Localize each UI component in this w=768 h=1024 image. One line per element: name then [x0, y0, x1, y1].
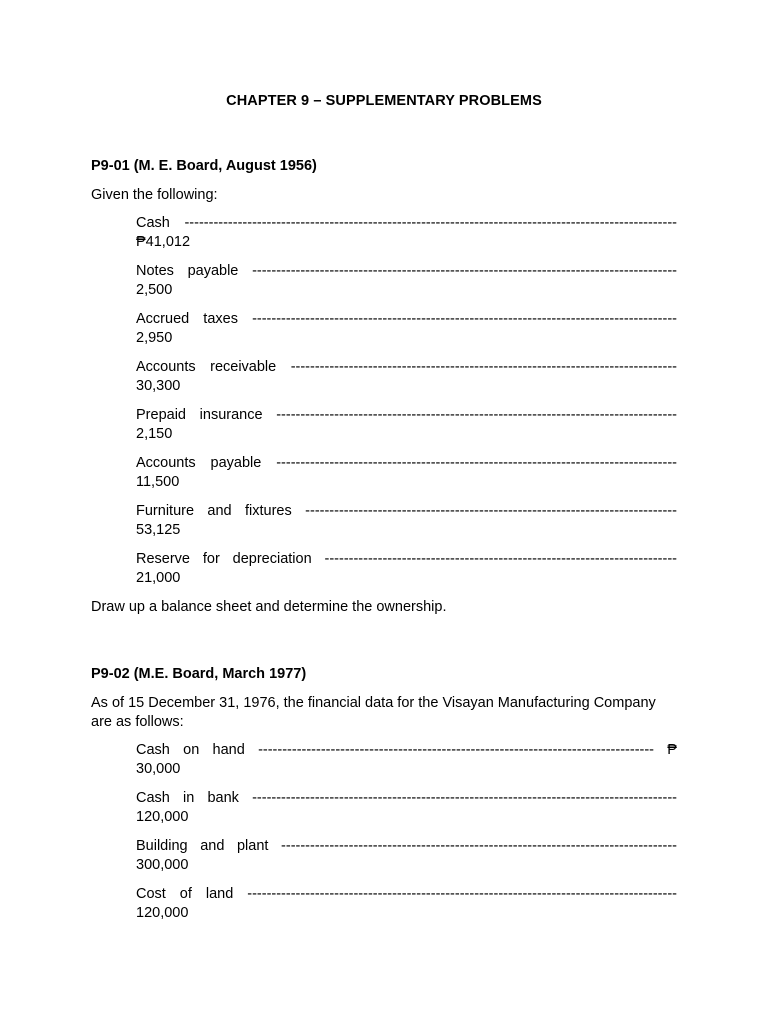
item-label-word: Accrued — [136, 311, 190, 327]
item-label-line — [136, 214, 677, 233]
item-label-line — [136, 262, 677, 281]
item-amount: 11,500 — [136, 474, 180, 490]
item-amount: 120,000 — [136, 809, 189, 825]
item-label-line — [136, 406, 677, 425]
item-list — [136, 741, 677, 923]
item-label-word: Cash — [136, 742, 170, 758]
item-label-line — [136, 454, 677, 473]
list-item — [136, 214, 677, 252]
item-label-line — [136, 741, 677, 760]
list-item — [136, 837, 677, 875]
chapter-title: CHAPTER 9 – SUPPLEMENTARY PROBLEMS — [226, 93, 542, 109]
list-item — [136, 406, 677, 444]
item-label-word: insurance — [199, 407, 263, 423]
item-label-word: Notes — [136, 263, 174, 279]
item-amount: 30,300 — [136, 378, 181, 394]
item-amount: 2,150 — [136, 426, 173, 442]
dotted-leader: ------------------------------------------------------------------------------------------------------ — [184, 215, 677, 231]
item-amount: 2,500 — [136, 282, 173, 298]
item-amount: 21,000 — [136, 570, 181, 586]
item-label-word: Cash — [136, 790, 170, 806]
item-label-word: bank — [207, 790, 239, 806]
dotted-leader: ---------------------------------------------------------------------------------------- — [252, 790, 677, 806]
problem-heading: P9-02 (M.E. Board, March 1977) — [91, 666, 307, 682]
item-label-word: payable — [187, 263, 239, 279]
item-label-word: Building — [136, 838, 188, 854]
list-item — [136, 550, 677, 588]
item-label-word: and — [200, 838, 225, 854]
list-item — [136, 502, 677, 540]
dotted-leader: ---------------------------------------------------------------------------------------- — [252, 263, 677, 279]
list-item — [136, 789, 677, 827]
dotted-leader: ----------------------------------------------------------------------------------- — [276, 407, 677, 423]
problem-intro: As of 15 December 31, 1976, the financial data for the Visayan Manufacturing Company are as follows: — [91, 695, 656, 730]
list-item — [136, 358, 677, 396]
item-label-word: Cash — [136, 215, 170, 231]
item-label-word: payable — [210, 455, 262, 471]
currency-symbol: ₱ — [667, 742, 677, 758]
item-label-line — [136, 502, 677, 521]
dotted-leader: ----------------------------------------------------------------------------- — [305, 503, 677, 519]
list-item — [136, 741, 677, 779]
item-amount: 2,950 — [136, 330, 173, 346]
item-label-word: for — [202, 551, 220, 567]
dotted-leader: ---------------------------------------------------------------------------------- — [258, 742, 655, 758]
item-label-word: Prepaid — [136, 407, 186, 423]
item-label-word: Accounts — [136, 359, 196, 375]
problem-intro: Given the following: — [91, 187, 218, 203]
item-label-word: Accounts — [136, 455, 196, 471]
item-label-word: depreciation — [232, 551, 312, 567]
dotted-leader: ---------------------------------------------------------------------------------------- — [252, 311, 677, 327]
item-amount: ₱41,012 — [136, 234, 191, 250]
item-label-word: land — [205, 886, 234, 902]
problem-heading: P9-01 (M. E. Board, August 1956) — [91, 158, 317, 174]
dotted-leader: ------------------------------------------------------------------------- — [324, 551, 677, 567]
item-list — [136, 214, 677, 588]
item-label-word: and — [207, 503, 232, 519]
item-label-line — [136, 837, 677, 856]
dotted-leader: ---------------------------------------------------------------------------------- — [281, 838, 677, 854]
item-amount: 120,000 — [136, 905, 189, 921]
problem-instruction: Draw up a balance sheet and determine the ownership. — [91, 599, 447, 615]
item-label-line — [136, 358, 677, 377]
list-item — [136, 885, 677, 923]
item-label-line — [136, 885, 677, 904]
item-label-word: receivable — [210, 359, 277, 375]
item-label-word: on — [183, 742, 200, 758]
item-label-word: Furniture — [136, 503, 195, 519]
list-item — [136, 262, 677, 300]
problem-p9-01 — [91, 157, 677, 617]
item-label-line — [136, 550, 677, 569]
problem-p9-02 — [91, 665, 677, 923]
item-label-word: Reserve — [136, 551, 190, 567]
item-label-word: hand — [212, 742, 245, 758]
item-label-line — [136, 789, 677, 808]
dotted-leader: -------------------------------------------------------------------------------- — [290, 359, 677, 375]
dotted-leader: ----------------------------------------------------------------------------------------- — [247, 886, 677, 902]
item-amount: 300,000 — [136, 857, 189, 873]
list-item — [136, 310, 677, 348]
item-amount: 30,000 — [136, 761, 181, 777]
list-item — [136, 454, 677, 492]
item-label-word: Cost — [136, 886, 166, 902]
item-label-word: plant — [236, 838, 269, 854]
dotted-leader: ----------------------------------------------------------------------------------- — [276, 455, 677, 471]
item-label-word: in — [183, 790, 195, 806]
item-label-word: taxes — [203, 311, 238, 327]
item-label-word: of — [179, 886, 192, 902]
item-amount: 53,125 — [136, 522, 181, 538]
item-label-word: fixtures — [245, 503, 292, 519]
item-label-line — [136, 310, 677, 329]
